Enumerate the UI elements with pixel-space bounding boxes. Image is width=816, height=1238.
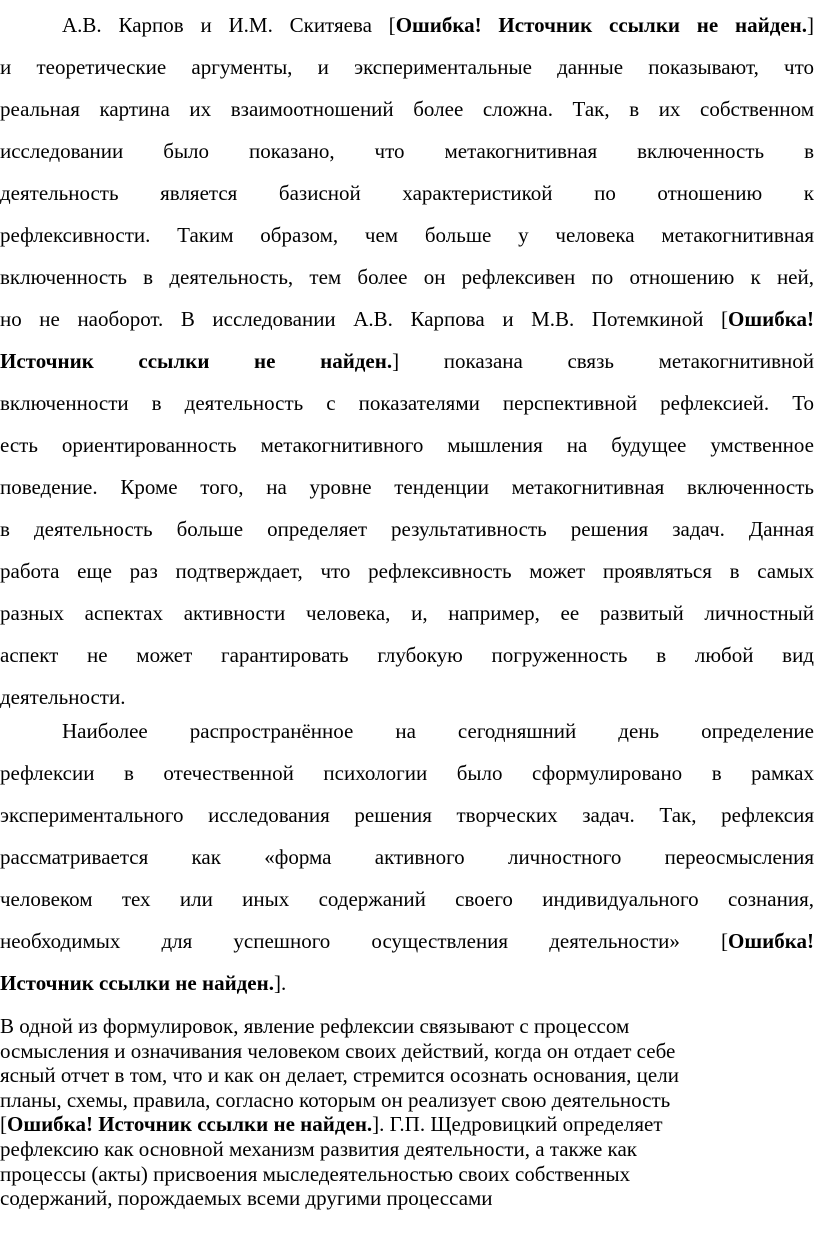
text-line: включенность в деятельность, тем более он рефлексивен по отношению к ней, — [0, 265, 814, 289]
text-line: аспект не может гарантировать глубокую погруженность в любой вид — [0, 643, 814, 667]
text-line: Источник ссылки не найден.]. — [0, 971, 287, 995]
text-line: планы, схемы, правила, согласно которым он реализует свою деятельность — [0, 1087, 671, 1112]
text-line: рефлексию как основной механизм развития деятельности, а также как — [0, 1136, 637, 1161]
text-line: работа еще раз подтверждает, что рефлексивность может проявляться в самых — [0, 559, 814, 583]
broken-reference: Ошибка! — [728, 307, 814, 331]
text-line: деятельности. — [0, 685, 126, 709]
text-line: но не наоборот. В исследовании А.В. Карпова и М.В. Потемкиной [Ошибка! — [0, 307, 814, 331]
text-line: В одной из формулировок, явление рефлексии связывают с процессом — [0, 1014, 630, 1038]
text-line: рассматривается как «форма активного личностного переосмысления — [0, 845, 814, 869]
broken-reference: Источник ссылки не найден. — [0, 971, 274, 995]
text-line: разных аспектах активности человека, и, например, ее развитый личностный — [0, 601, 814, 625]
broken-reference: Ошибка! — [728, 929, 814, 953]
paragraph-metacognition — [0, 4, 814, 718]
broken-reference: Источник ссылки не найден. — [0, 349, 393, 373]
text-line: Наиболее распространённое на сегодняшний день определение — [62, 719, 814, 743]
text-line: необходимых для успешного осуществления деятельности» [Ошибка! — [0, 929, 814, 953]
text-line: процессы (акты) присвоения мыследеятельностью своих собственных — [0, 1161, 631, 1186]
text-line: человеком тех или иных содержаний своего индивидуального сознания, — [0, 887, 814, 911]
text-line: рефлексивности. Таким образом, чем больше у человека метакогнитивная — [0, 223, 814, 247]
text-line: и теоретические аргументы, и экспериментальные данные показывают, что — [0, 55, 814, 79]
broken-reference: Ошибка! Источник ссылки не найден. — [395, 13, 808, 37]
text-line: включенности в деятельность с показателями перспективной рефлексией. То — [0, 391, 814, 415]
text-line: содержаний, порождаемых всеми другими процессами — [0, 1186, 493, 1211]
text-line: [Ошибка! Источник ссылки не найден.]. Г.П. Щедровицкий определяет — [0, 1112, 663, 1137]
text-line: есть ориентированность метакогнитивного мышления на будущее умственное — [0, 433, 814, 457]
text-line: экспериментального исследования решения творческих задач. Так, рефлексия — [0, 803, 814, 827]
broken-reference: Ошибка! Источник ссылки не найден. — [7, 1112, 373, 1137]
text-line: исследовании было показано, что метакогнитивная включенность в — [0, 139, 814, 163]
text-line: осмысления и означивания человеком своих действий, когда он отдает себе — [0, 1038, 676, 1063]
paragraph-reflection-formulation — [0, 1014, 814, 1211]
text-line: ясный отчет в том, что и как он делает, стремится осознать основания, цели — [0, 1063, 679, 1088]
text-line: рефлексии в отечественной психологии было сформулировано в рамках — [0, 761, 814, 785]
text-line: деятельность является базисной характеристикой по отношению к — [0, 181, 814, 205]
text-line: Источник ссылки не найден.] показана связь метакогнитивной — [0, 349, 814, 373]
text-line: А.В. Карпов и И.М. Скитяева [Ошибка! Источник ссылки не найден.] — [62, 13, 814, 37]
paragraph-reflection-definition — [0, 710, 814, 1004]
text-line: в деятельность больше определяет результативность решения задач. Данная — [0, 517, 814, 541]
text-line: поведение. Кроме того, на уровне тенденции метакогнитивная включенность — [0, 475, 814, 499]
text-line: реальная картина их взаимоотношений более сложна. Так, в их собственном — [0, 97, 814, 121]
